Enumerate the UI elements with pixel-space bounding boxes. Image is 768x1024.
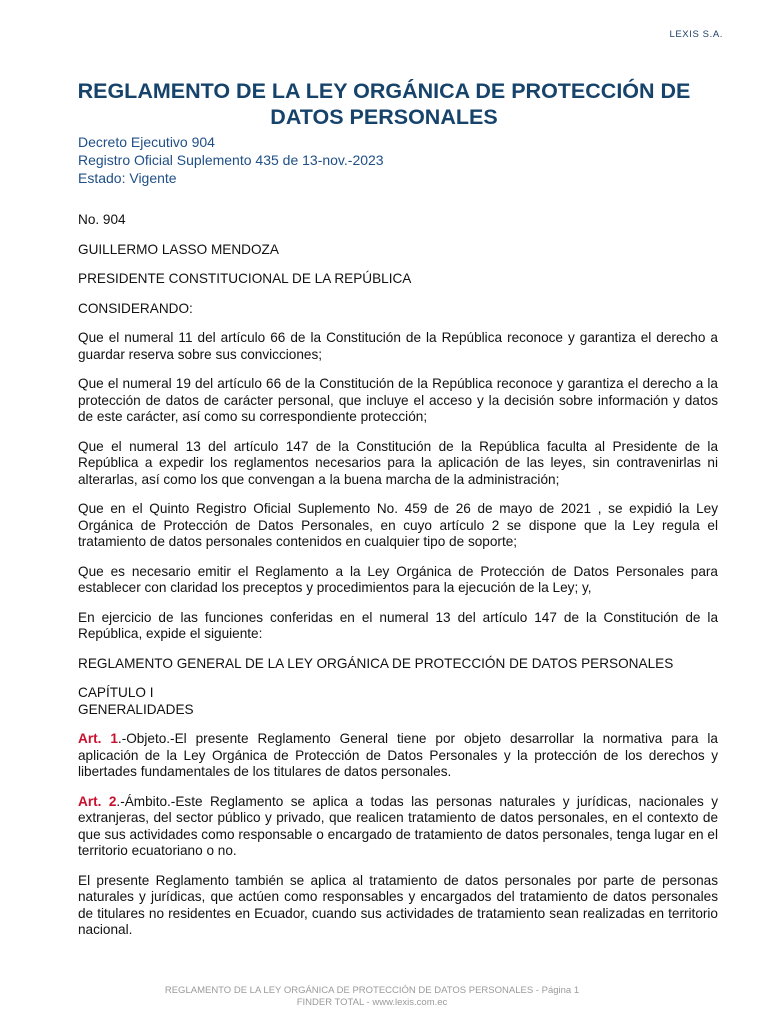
publisher-label: LEXIS S.A. — [669, 29, 723, 40]
closing-paragraph: El presente Reglamento también se aplica al tratamiento de datos personales por parte de personas naturales y jurídicas, que actúen como responsables y encargados del tratamiento de datos personales de titulares no residentes en Ecuador, cuando sus actividades de tratamiento sean realizadas en territorio nacional. — [78, 872, 718, 937]
meta-registry: Registro Oficial Suplemento 435 de 13-nov.-2023 — [78, 152, 384, 168]
article-number-link[interactable]: Art. 1 — [78, 731, 118, 746]
article-number-link[interactable]: Art. 2 — [78, 793, 117, 809]
article-text: .-Objeto.-El presente Reglamento General tiene por objeto desarrollar la normativa para la aplicación de la Ley Orgánica de Protección de Datos Personales y la protección de los derechos y libertades fundamentales de los titulares de datos personales. — [78, 731, 718, 779]
reglamento-heading: REGLAMENTO GENERAL DE LA LEY ORGÁNICA DE PROTECCIÓN DE DATOS PERSONALES — [78, 655, 674, 671]
footer-document-page: REGLAMENTO DE LA LEY ORGÁNICA DE PROTECCIÓN DE DATOS PERSONALES - Página 1 — [164, 985, 580, 996]
considerando-paragraph: Que el numeral 11 del artículo 66 de la Constitución de la República reconoce y garantiza el derecho a guardar reserva sobre sus convicciones; — [78, 330, 718, 362]
article-paragraph — [78, 794, 718, 860]
president-title: PRESIDENTE CONSTITUCIONAL DE LA REPÚBLICA — [78, 271, 412, 286]
considerando-paragraph: En ejercicio de las funciones conferidas en el numeral 13 del artículo 147 de la Constitución de la República, expide el siguiente: — [78, 609, 718, 641]
considerando-paragraph: Que el numeral 19 del artículo 66 de la Constitución de la República reconoce y garantiza el derecho a la protección de datos de carácter personal, que incluye el acceso y la decisión sobre información y datos de este carácter, así como su correspondiente protección; — [78, 376, 718, 424]
chapter-title: GENERALIDADES — [78, 701, 194, 717]
chapter-heading — [78, 685, 718, 718]
article-paragraph — [78, 731, 718, 781]
considerando-paragraph: Que el numeral 13 del artículo 147 de la Constitución de la República faculta al Presidente de la República a expedir los reglamentos necesarios para la aplicación de las leyes, sin contravenirlas ni alterarlas, así como los que convengan a la buena marcha de la administración; — [78, 438, 718, 487]
decree-number: No. 904 — [78, 212, 126, 227]
considerando-paragraph: Que en el Quinto Registro Oficial Suplemento No. 459 de 26 de mayo de 2021 , se expidió la Ley Orgánica de Protección de Datos Personales, en cuyo artículo 2 se dispone que la Ley regula el tratamiento de datos personales contenidos en cualquier tipo de soporte; — [78, 501, 718, 549]
considerando-paragraph: Que es necesario emitir el Reglamento a la Ley Orgánica de Protección de Datos Personales para establecer con claridad los preceptos y procedimientos para la ejecución de la Ley; y, — [78, 563, 718, 595]
president-name: GUILLERMO LASSO MENDOZA — [78, 241, 279, 257]
considerando-heading: CONSIDERANDO: — [78, 300, 193, 316]
document-meta — [78, 133, 384, 187]
chapter-number: CAPÍTULO I — [78, 685, 154, 700]
footer-source: FINDER TOTAL - www.lexis.com.ec — [296, 997, 448, 1008]
meta-decree: Decreto Ejecutivo 904 — [78, 134, 215, 150]
meta-status: Estado: Vigente — [78, 170, 177, 186]
document-body — [78, 212, 718, 952]
document-title: REGLAMENTO DE LA LEY ORGÁNICA DE PROTECCIÓN DE DATOS PERSONALES — [77, 79, 691, 129]
article-text: .-Ámbito.-Este Reglamento se aplica a todas las personas naturales y jurídicas, nacionales y extranjeras, del sector público y privado, que realicen tratamiento de datos personales, en el contexto de que sus actividades como responsable o encargado de tratamiento de datos personales, tenga lugar en el territorio ecuatoriano o no. — [78, 793, 718, 858]
page-footer — [0, 985, 744, 1009]
